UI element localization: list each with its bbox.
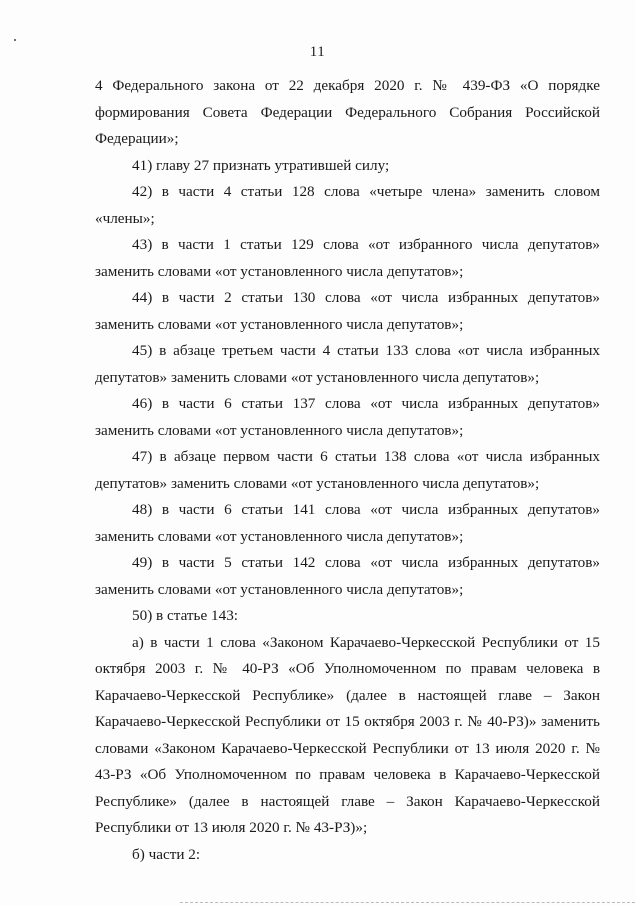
scan-bottom-edge — [180, 902, 635, 903]
paragraph-item-49: 49) в части 5 статьи 142 слова «от числа избранных депутатов» заменить словами «от установленного числа депутатов»; — [95, 554, 600, 598]
document-body — [95, 73, 600, 868]
paragraph-item-43: 43) в части 1 статьи 129 слова «от избранного числа депутатов» заменить словами «от установленного числа депутатов»; — [95, 236, 600, 280]
paragraph-item-42: 42) в части 4 статьи 128 слова «четыре члена» заменить словом «члены»; — [95, 183, 600, 227]
paragraph-item-50: 50) в статье 143: — [132, 607, 239, 624]
scan-speck — [14, 39, 16, 41]
page-number: 11 — [309, 44, 326, 60]
paragraph-item-41: 41) главу 27 признать утратившей силу; — [132, 156, 390, 174]
paragraph-item-48: 48) в части 6 статьи 141 слова «от числа избранных депутатов» заменить словами «от установленного числа депутатов»; — [95, 501, 600, 545]
paragraph-item-45: 45) в абзаце третьем части 4 статьи 133 слова «от числа избранных депутатов» заменить словами «от установленного числа депутатов»; — [95, 342, 600, 386]
paragraph-item-47: 47) в абзаце первом части 6 статьи 138 слова «от числа избранных депутатов» заменить словами «от установленного числа депутатов»; — [95, 448, 600, 492]
paragraph-subitem-a: а) в части 1 слова «Законом Карачаево-Черкесской Республики от 15 октября 2003 г. № 40-РЗ «Об Уполномоченном по правам человека в Карачаево-Черкесской Республике» (далее в настоящей главе – Закон Карачаево-Черкесской Республики от 15 октября 2003 г. № 40-РЗ)» заменить словами «Законом Карачаево-Черкесской Республики от 13 июля 2020 г. № 43-РЗ «Об Уполномоченном по правам человека в Карачаево-Черкесской Республике» (далее в настоящей главе – Закон Карачаево-Черкесской Республики от 13 июля 2020 г. № 43-РЗ)»; — [95, 633, 600, 836]
paragraph-subitem-b: б) части 2: — [132, 845, 201, 863]
paragraph-continuation: 4 Федерального закона от 22 декабря 2020 г. № 439-ФЗ «О порядке формирования Совета Федерации Федерального Собрания Российской Федерации»; — [95, 77, 600, 147]
paragraph-item-44: 44) в части 2 статьи 130 слова «от числа избранных депутатов» заменить словами «от установленного числа депутатов»; — [95, 289, 600, 333]
paragraph-item-46: 46) в части 6 статьи 137 слова «от числа избранных депутатов» заменить словами «от установленного числа депутатов»; — [95, 395, 600, 439]
